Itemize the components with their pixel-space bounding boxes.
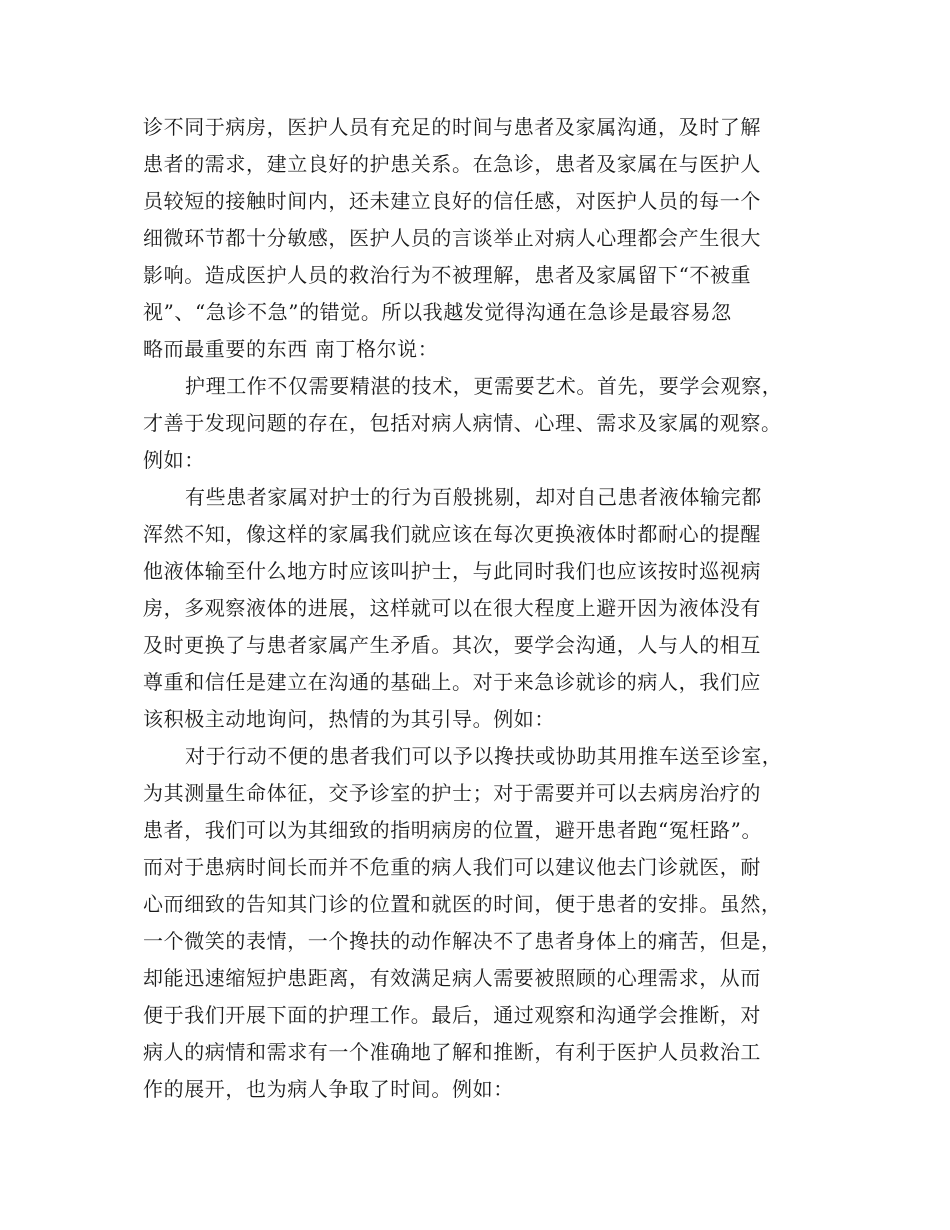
paragraph <box>143 479 807 738</box>
text-line: 及时更换了与患者家属产生矛盾。其次，要学会沟通，人与人的相互 <box>143 633 761 657</box>
text-line: 一个微笑的表情，一个搀扶的动作解决不了患者身体上的痛苦，但是， <box>143 929 782 953</box>
text-line: 才善于发现问题的存在，包括对病人病情、心理、需求及家属的观察。 <box>143 411 782 435</box>
text-line: 病人的病情和需求有一个准确地了解和推断，有利于医护人员救治工 <box>143 1040 761 1064</box>
text-line: 尊重和信任是建立在沟通的基础上。对于来急诊就诊的病人，我们应 <box>143 670 761 694</box>
document-body <box>143 109 807 1108</box>
text-line: 患者，我们可以为其细致的指明病房的位置，避开患者跑“冤枉路”。 <box>143 818 763 842</box>
text-line: 例如： <box>143 448 205 472</box>
paragraph <box>143 738 807 1108</box>
text-line: 细微环节都十分敏感，医护人员的言谈举止对病人心理都会产生很大 <box>143 226 761 250</box>
text-line: 患者的需求，建立良好的护患关系。在急诊，患者及家属在与医护人 <box>143 152 761 176</box>
text-line: 便于我们开展下面的护理工作。最后，通过观察和沟通学会推断，对 <box>143 1003 761 1027</box>
text-line: 作的展开，也为病人争取了时间。例如： <box>143 1077 514 1101</box>
text-line: 诊不同于病房，医护人员有充足的时间与患者及家属沟通，及时了解 <box>143 115 761 139</box>
text-line: 浑然不知，像这样的家属我们就应该在每次更换液体时都耐心的提醒 <box>143 522 761 546</box>
text-line: 而对于患病时间长而并不危重的病人我们可以建议他去门诊就医，耐 <box>143 855 761 879</box>
text-line: 该积极主动地询问，热情的为其引导。例如： <box>143 707 555 731</box>
paragraph <box>143 368 807 479</box>
text-line: 房，多观察液体的进展，这样就可以在很大程度上避开因为液体没有 <box>143 596 761 620</box>
text-line: 却能迅速缩短护患距离，有效满足病人需要被照顾的心理需求，从而 <box>143 966 761 990</box>
text-line: 影响。造成医护人员的救治行为不被理解，患者及家属留下“不被重 <box>143 263 752 287</box>
text-line: 为其测量生命体征，交予诊室的护士；对于需要并可以去病房治疗的 <box>143 781 761 805</box>
paragraph <box>143 109 807 368</box>
text-line: 有些患者家属对护士的行为百般挑剔，却对自己患者液体输完都 <box>185 485 762 509</box>
text-line: 视”、“急诊不急”的错觉。所以我越发觉得沟通在急诊是最容易忽 <box>143 300 732 324</box>
text-line: 他液体输至什么地方时应该叫护士，与此同时我们也应该按时巡视病 <box>143 559 761 583</box>
text-line: 心而细致的告知其门诊的位置和就医的时间，便于患者的安排。虽然， <box>143 892 782 916</box>
text-line: 略而最重要的东西 南丁格尔说： <box>143 337 439 361</box>
text-line: 护理工作不仅需要精湛的技术，更需要艺术。首先，要学会观察， <box>185 374 783 398</box>
text-line: 员较短的接触时间内，还未建立良好的信任感，对医护人员的每一个 <box>143 189 761 213</box>
text-line: 对于行动不便的患者我们可以予以搀扶或协助其用推车送至诊室， <box>185 744 783 768</box>
